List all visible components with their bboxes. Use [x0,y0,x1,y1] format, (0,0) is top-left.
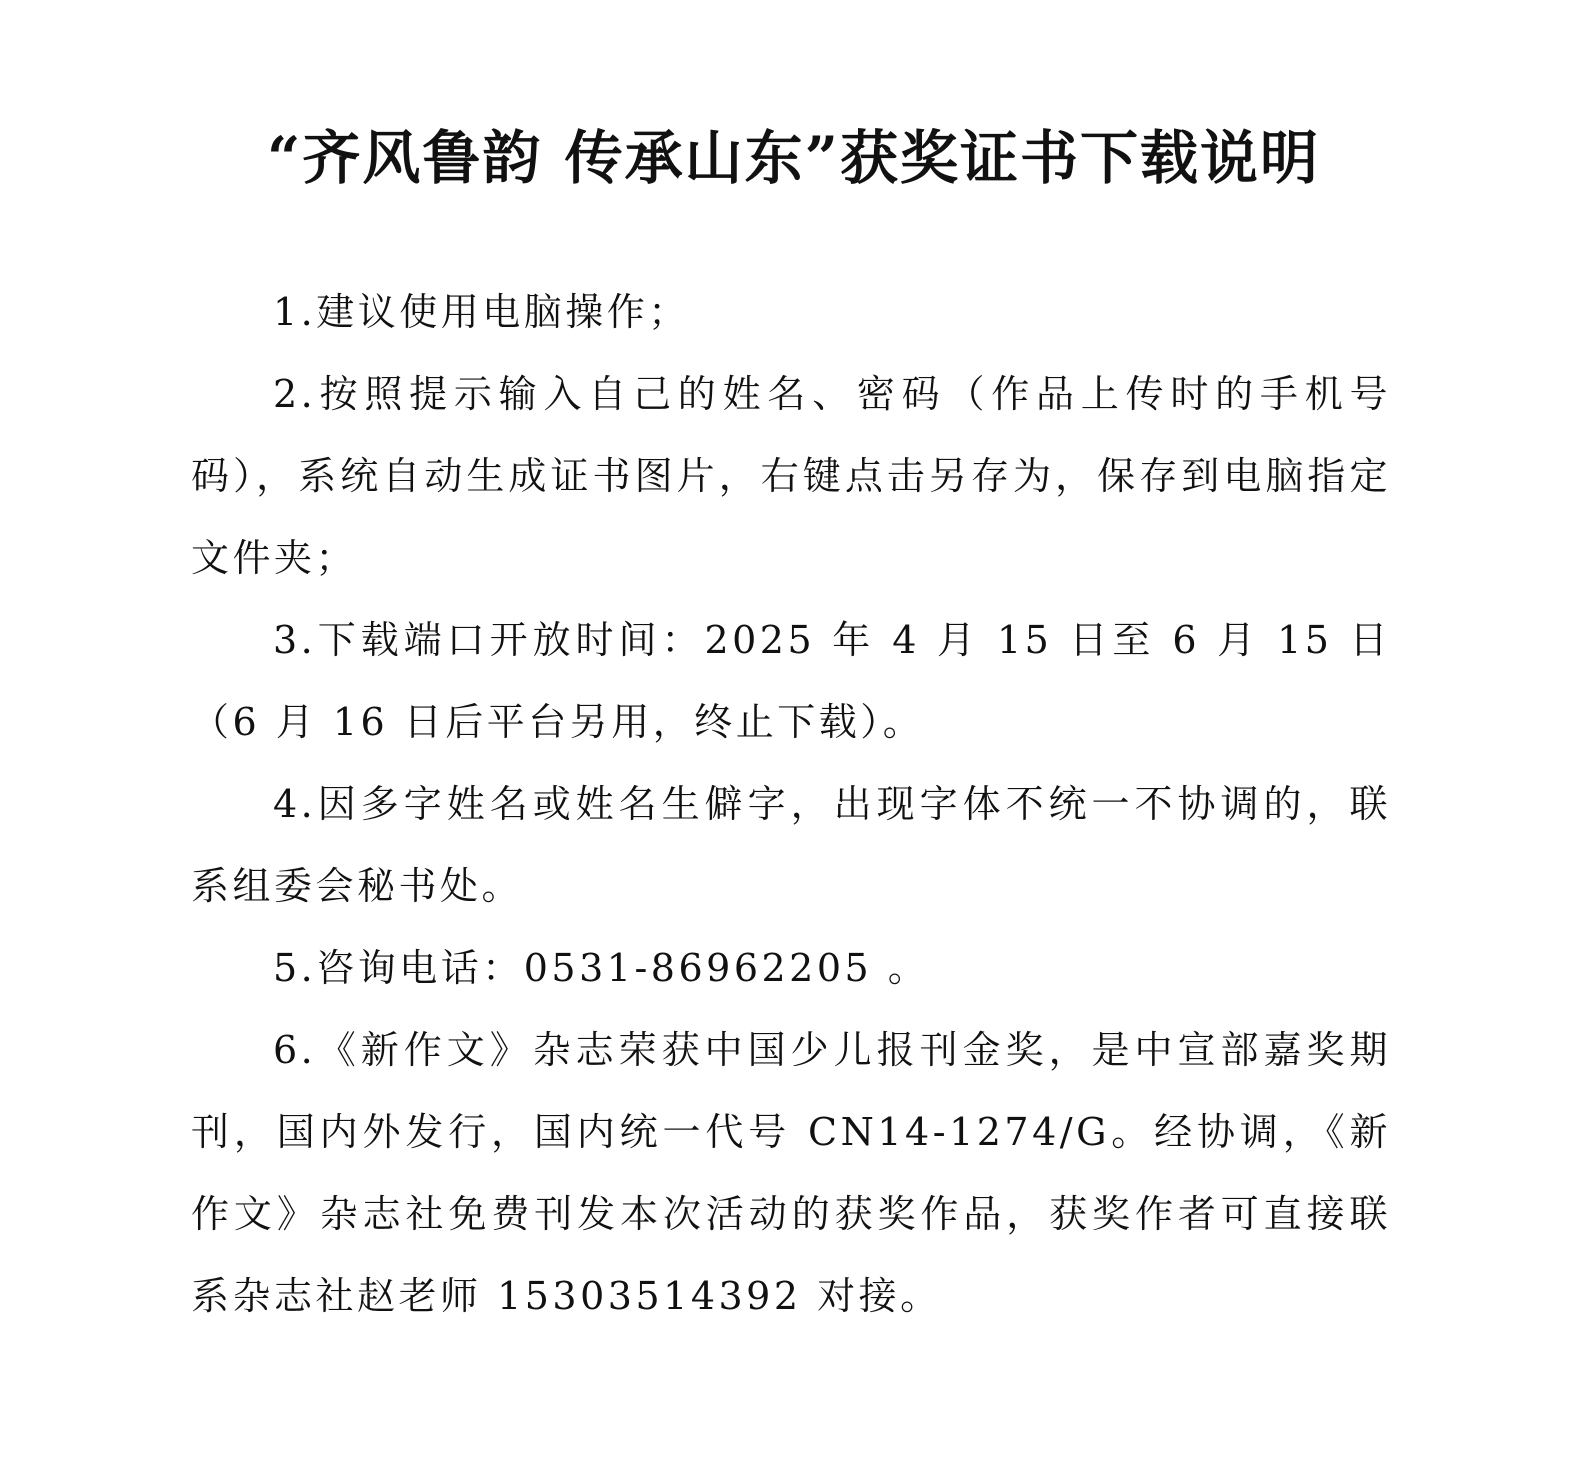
instruction-item-4: 4.因多字姓名或姓名生僻字，出现字体不统一不协调的，联系组委会秘书处。 [191,782,1391,908]
instruction-item-1: 1.建议使用电脑操作； [273,290,690,334]
document-title: “齐风鲁韵 传承山东”获奖证书下载说明 [267,124,1320,192]
instructions-body [191,271,1391,1337]
instruction-item-3: 3.下载端口开放时间：2025 年 4 月 15 日至 6 月 15 日（6 月 16 日后平台另用，终止下载）。 [191,618,1391,744]
instruction-item-2: 2.按照提示输入自己的姓名、密码（作品上传时的手机号码），系统自动生成证书图片，右键点击另存为，保存到电脑指定文件夹； [191,372,1391,580]
instruction-item-6: 6.《新作文》杂志荣获中国少儿报刊金奖，是中宣部嘉奖期刊，国内外发行，国内统一代号 CN14-1274/G。经协调，《新作文》杂志社免费刊发本次活动的获奖作品，获奖作者可直接联系杂志社赵老师 15303514392 对接。 [191,1028,1391,1318]
instruction-item-5: 5.咨询电话：0531-86962205 。 [273,946,930,990]
